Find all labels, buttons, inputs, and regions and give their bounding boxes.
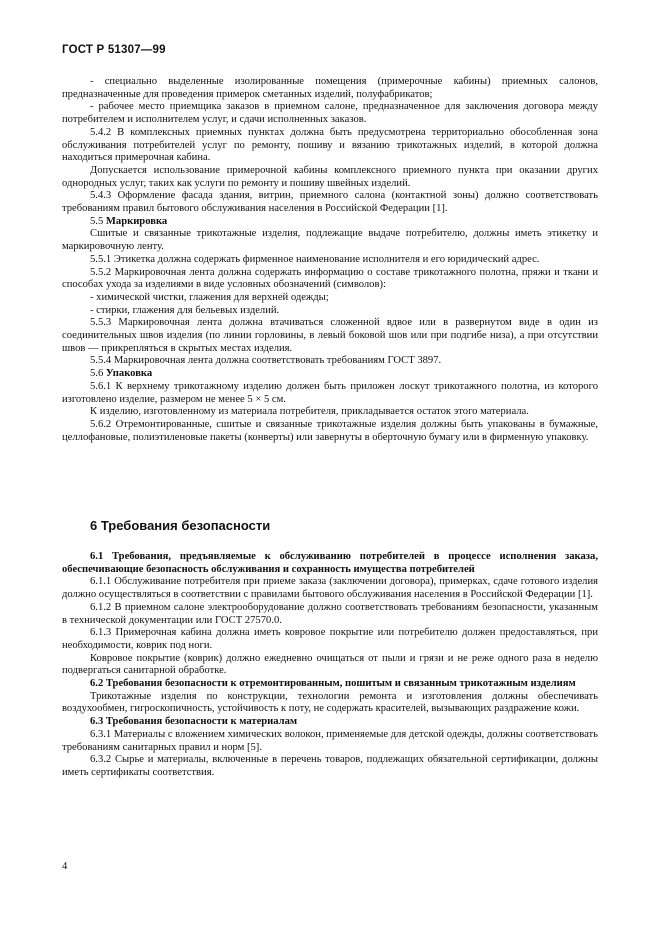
paragraph: 6.1.1 Обслуживание потребителя при приеме заказа (заключении договора), примерках, сдаче готового изделия должно осуществляться в соответствии с правилами бытового обслуживания населения в Российской Федерации [1]. <box>62 576 598 601</box>
paragraph: Допускается использование примерочной кабины комплексного приемного пункта при оказании других однородных услуг, таких как услуги по ремонту и пошиву швейных изделий. <box>62 164 598 189</box>
section-6-title: 6 Требования безопасности <box>90 518 271 533</box>
paragraph: Трикотажные изделия по конструкции, технологии ремонта и изготовления должны обеспечивать воздухообмен, гигроскопичность, устойчивость к поту, не содержать красителей, вызывающих раздражение кожи. <box>62 690 598 715</box>
paragraph: 5.5.1 Этикетка должна содержать фирменное наименование исполнителя и его юридический адрес. <box>90 253 540 265</box>
subsection-number: 5.5 <box>90 215 104 227</box>
subsection-heading-5-6 <box>62 368 598 381</box>
subsection-heading-5-5 <box>62 216 598 229</box>
paragraph: Ковровое покрытие (коврик) должно ежедневно очищаться от пыли и грязи и не реже одного раза в неделю подвергаться санитарной обработке. <box>62 652 598 677</box>
paragraph: 6.3.2 Сырье и материалы, включенные в перечень товаров, подлежащих обязательной сертификации, должны иметь сертификаты соответствия. <box>62 754 598 778</box>
paragraph: 5.5.3 Маркировочная лента должна втачиваться сложенной вдвое или в развернутом виде в один из соединительных швов изделия (по линии горловины, в левый боковой шов или при подгибе низа), а при отсутствии швов — прикрепляться в скрытых местах изделия. <box>62 317 598 354</box>
list-item: - химической чистки, глажения для верхней одежды; <box>90 291 329 303</box>
paragraph: 5.5.2 Маркировочная лента должна содержать информацию о составе трикотажного полотна, пряжи и ткани и способах ухода за изделиями в виде условных обозначений (символов): <box>62 266 598 291</box>
section-5-text <box>62 76 598 444</box>
list-item: - стирки, глажения для бельевых изделий. <box>90 304 280 316</box>
page-number: 4 <box>62 861 68 872</box>
paragraph: - специально выделенные изолированные помещения (примерочные кабины) приемных салонов, предназначенные для проведения примерок сметанных изделий, полуфабрикатов; <box>62 76 598 100</box>
paragraph: Сшитые и связанные трикотажные изделия, подлежащие выдаче потребителю, должны иметь этикетку и маркировочную ленту. <box>62 228 598 253</box>
paragraph: 6.1.2 В приемном салоне электрооборудование должно соответствовать требованиям безопасности, указанным в технической документации или ГОСТ 27570.0. <box>62 601 598 626</box>
paragraph: 5.6.1 К верхнему трикотажному изделию должен быть приложен лоскут трикотажного полотна, из которого изготовлено изделие, размером не менее 5 × 5 см. <box>62 380 598 405</box>
subsection-heading-6-1: 6.1 Требования, предъявляемые к обслуживанию потребителей в процессе исполнения заказа, обеспечивающие безопасность обслуживания и сохранность имущества потребителей <box>62 551 598 575</box>
subsection-heading-6-3: 6.3 Требования безопасности к материалам <box>90 716 298 728</box>
paragraph: 5.5.4 Маркировочная лента должна соответствовать требованиям ГОСТ 3897. <box>90 355 442 367</box>
section-6-text <box>62 551 598 780</box>
paragraph: 5.4.2 В комплексных приемных пунктах должна быть предусмотрена территориально обособленная зона обслуживания потребителей услуг по ремонту, пошиву и вязанию трикотажных изделий, в которой должна находиться примерочная кабина. <box>62 126 598 164</box>
paragraph: 6.3.1 Материалы с вложением химических волокон, применяемые для детской одежды, должны соответствовать требованиям санитарных правил и норм [5]. <box>62 728 598 753</box>
paragraph: 5.4.3 Оформление фасада здания, витрин, приемного салона (контактной зоны) должно соответствовать требованиям правил бытового обслуживания населения в Российской Федерации [1]. <box>62 190 598 215</box>
paragraph: 5.6.2 Отремонтированные, сшитые и связанные трикотажные изделия должны быть упакованы в бумажные, целлофановые, полиэтиленовые пакеты (конверты) или завернуты в оберточную бумагу или в фирменную упаковку. <box>62 418 598 443</box>
paragraph: К изделию, изготовленному из материала потребителя, прикладывается остаток этого материала. <box>90 406 529 418</box>
document-code: ГОСТ Р 51307—99 <box>62 44 166 56</box>
subsection-number: 5.6 <box>90 368 104 380</box>
subsection-title: Маркировка <box>105 215 168 227</box>
paragraph: 6.1.3 Примерочная кабина должна иметь ковровое покрытие или потребителю должен предоставляться, при необходимости, коврик под ноги. <box>62 627 598 651</box>
paragraph: - рабочее место приемщика заказов в приемном салоне, предназначенное для заключения договора между потребителем и исполнителем услуг, и сдачи исполненных заказов. <box>62 101 598 126</box>
subsection-heading-6-2: 6.2 Требования безопасности к отремонтированным, пошитым и связанным трикотажным изделиям <box>90 678 576 690</box>
subsection-title: Упаковка <box>105 368 153 380</box>
